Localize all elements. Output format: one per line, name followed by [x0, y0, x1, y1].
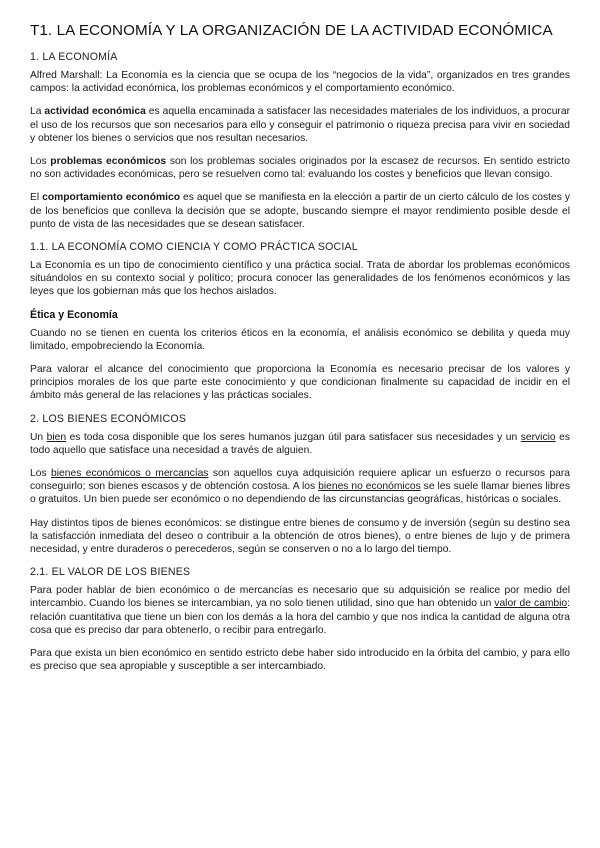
- text: El: [30, 192, 43, 204]
- underlined-term: servicio: [520, 431, 556, 443]
- section-heading-2-1: 2.1. EL VALOR DE LOS BIENES: [30, 566, 191, 579]
- underlined-term: valor de cambio: [494, 598, 568, 610]
- paragraph: [30, 584, 570, 637]
- underlined-term: bienes no económicos: [318, 481, 421, 493]
- paragraph: Para valorar el alcance del conocimiento que proporciona la Economía es necesario precisar de los valores y principios morales de los que parte este conocimiento y que condicionan finalmente su capacidad de incidir en el ámbito más general de las relaciones y las prácticas sociales.: [30, 364, 570, 402]
- paragraph: [30, 191, 570, 231]
- text: es toda cosa disponible que los seres humanos juzgan útil para satisfacer sus necesidades y un: [66, 431, 521, 443]
- paragraph: [30, 105, 570, 145]
- paragraph: [30, 431, 570, 457]
- bold-term: actividad económica: [44, 106, 146, 118]
- text: Los: [30, 468, 52, 480]
- subheading-etica: Ética y Economía: [30, 308, 118, 321]
- section-heading-1: 1. LA ECONOMÍA: [30, 51, 118, 63]
- paragraph: Alfred Marshall: La Economía es la ciencia que se ocupa de los “negocios de la vida”, organizados en tres grandes campos: la actividad económica, los problemas económicos y el comportamiento económico.: [30, 70, 570, 95]
- text: se les suele llamar bienes libres o gratuitos. Un bien puede ser económico o no dependiendo de las circunstancias geográficas, históricas o sociales.: [30, 481, 570, 506]
- text: es aquel que se manifiesta en la elección a partir de un cierto cálculo de los costes y de los beneficios que conlleva la decisión que se adopte, buscando siempre el mayor rendimiento posible desde el punto de vista de las necesidades que se desean satisfacer.: [30, 192, 570, 230]
- text: : relación cuantitativa que tiene un bien con los demás a la hora del cambio y que nos indica la cantidad de alguna otra cosa que es preciso dar para obtenerlo, o recibir para entregarlo.: [30, 598, 571, 636]
- underlined-term: bienes económicos o mercancías: [51, 468, 209, 480]
- paragraph: Para que exista un bien económico en sentido estricto debe haber sido introducido en la órbita del cambio, y para ello es preciso que sea apropiable y susceptible a ser intercambiado.: [30, 648, 570, 673]
- text: La: [30, 106, 45, 118]
- page-title: T1. LA ECONOMÍA Y LA ORGANIZACIÓN DE LA ACTIVIDAD ECONÓMICA: [30, 22, 553, 39]
- text: Para poder hablar de bien económico o de mercancías es necesario que su adquisición se realice por medio del intercambio. Cuando los bienes se intercambian, ya no solo tienen utilidad, sino que han obtenido un: [30, 585, 570, 610]
- bold-term: comportamiento económico: [42, 192, 181, 204]
- bold-term: problemas económicos: [50, 156, 167, 168]
- text: es aquella encaminada a satisfacer las necesidades materiales de los individuos, a procurar el uso de los recursos que son necesarios para ello y conseguir el patrimonio o riqueza precisa para vivir en sociedad y obtener los bienes o servicios que nos resultan necesarios.: [30, 106, 570, 144]
- paragraph: [30, 467, 570, 507]
- paragraph: Cuando no se tienen en cuenta los criterios éticos en la economía, el análisis económico se debilita y queda muy limitado, empobreciendo la Economía.: [30, 327, 570, 352]
- paragraph: [30, 155, 570, 181]
- section-heading-1-1: 1.1. LA ECONOMÍA COMO CIENCIA Y COMO PRÁCTICA SOCIAL: [30, 241, 358, 254]
- text: son los problemas sociales originados por la escasez de recursos. En sentido estricto no son actividades económicas, pero se resuelven como tal: evaluando los costes y beneficios que llevan consigo.: [30, 156, 571, 181]
- underlined-term: bien: [46, 431, 67, 443]
- text: Un: [30, 431, 47, 443]
- paragraph: La Economía es un tipo de conocimiento científico y una práctica social. Trata de abordar los problemas económicos situándolos en su contexto social y político; procura conocer las generalidades de los fenómenos económicos y las leyes que los gobiernan más que los hechos aislados.: [30, 260, 570, 298]
- paragraph: Hay distintos tipos de bienes económicos: se distingue entre bienes de consumo y de inversión (según su destino sea la satisfacción inmediata del deseo o contribuir a la obtención de otros bienes), o entre bienes de lujo y de primera necesidad, y entre duraderos o perecederos, según se conserven o no a lo largo del tiempo.: [30, 517, 570, 556]
- text: Los: [30, 156, 51, 168]
- text: son aquellos cuya adquisición requiere aplicar un esfuerzo o recursos para conseguirlo; son bienes escasos y de obtención costosa. A los: [30, 468, 571, 493]
- section-heading-2: 2. LOS BIENES ECONÓMICOS: [30, 412, 187, 425]
- text: es todo aquello que satisface una necesidad a través de alguien.: [30, 431, 570, 456]
